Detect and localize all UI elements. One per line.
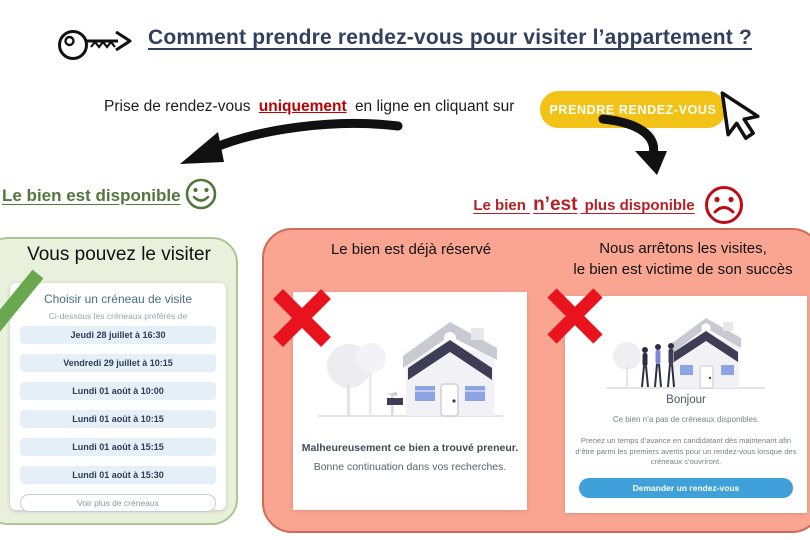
slot-list	[20, 326, 216, 512]
arrow-right-icon	[593, 113, 685, 177]
unavailable-heading-emphasis: n’est	[533, 194, 578, 215]
reserved-card-submessage: Bonne continuation dans vos recherches.	[313, 461, 507, 473]
slot-button[interactable]: Vendredi 29 juillet à 10:15	[20, 354, 216, 372]
demander-rendez-vous-button[interactable]: Demander un rendez-vous	[579, 478, 793, 498]
success-card-title-line1: Nous arrêtons les visites,	[599, 240, 767, 257]
intro-text	[104, 98, 514, 116]
scheduler-title: Choisir un créneau de visite	[43, 292, 193, 306]
intro-text-before: Prise de rendez-vous	[104, 98, 251, 115]
scheduler-subtitle: Ci-dessous les créneaux préférés de	[48, 311, 188, 321]
x-icon	[270, 286, 334, 350]
available-heading: Le bien est disponible	[2, 186, 181, 205]
success-card-subtext: Ce bien n’a pas de créneaux disponibles.	[612, 415, 760, 424]
intro-text-after: en ligne en cliquant sur	[354, 98, 515, 115]
slot-button[interactable]: Lundi 01 août à 10:00	[20, 382, 216, 400]
sad-face-icon	[702, 183, 746, 227]
unavailable-heading-start: Le bien	[473, 197, 526, 214]
unavailable-heading	[458, 194, 710, 216]
slot-button[interactable]: Lundi 01 août à 10:15	[20, 410, 216, 428]
key-icon	[56, 20, 142, 68]
success-card-title	[545, 238, 810, 280]
smiley-icon	[183, 176, 219, 212]
house-illustration	[311, 306, 511, 428]
success-card-title-line2: le bien est victime de son succès	[573, 261, 793, 278]
page-title: Comment prendre rendez-vous pour visiter l’appartement ?	[148, 26, 752, 49]
success-card-greeting: Bonjour	[666, 394, 706, 406]
house-queue-illustration	[601, 304, 771, 396]
arrow-left-icon	[172, 116, 404, 174]
slot-button[interactable]: Jeudi 28 juillet à 16:30	[20, 326, 216, 344]
available-panel-title: Vous pouvez le visiter	[27, 244, 211, 265]
more-slots-button[interactable]: Voir plus de créneaux	[20, 494, 216, 512]
cursor-icon	[714, 86, 778, 150]
success-card-paragraph: Prenez un temps d’avance en candidatant dès maintenant afin d’être parmi les premiers avertis pour un rendez-vous lorsque des créneaux s’ouvriront.	[575, 436, 797, 466]
slot-button[interactable]: Lundi 01 août à 15:30	[20, 466, 216, 484]
intro-text-highlight: uniquement	[258, 98, 347, 115]
unavailable-heading-end: plus disponible	[584, 197, 695, 214]
slot-button[interactable]: Lundi 01 août à 15:15	[20, 438, 216, 456]
reserved-card-message: Malheureusement ce bien a trouvé preneur.	[301, 442, 519, 454]
prendre-rendez-vous-button[interactable]: PRENDRE RENDEZ-VOUS	[540, 91, 726, 128]
x-icon	[545, 286, 605, 346]
check-icon	[0, 262, 46, 346]
reserved-card-title: Le bien est déjà réservé	[330, 241, 492, 258]
